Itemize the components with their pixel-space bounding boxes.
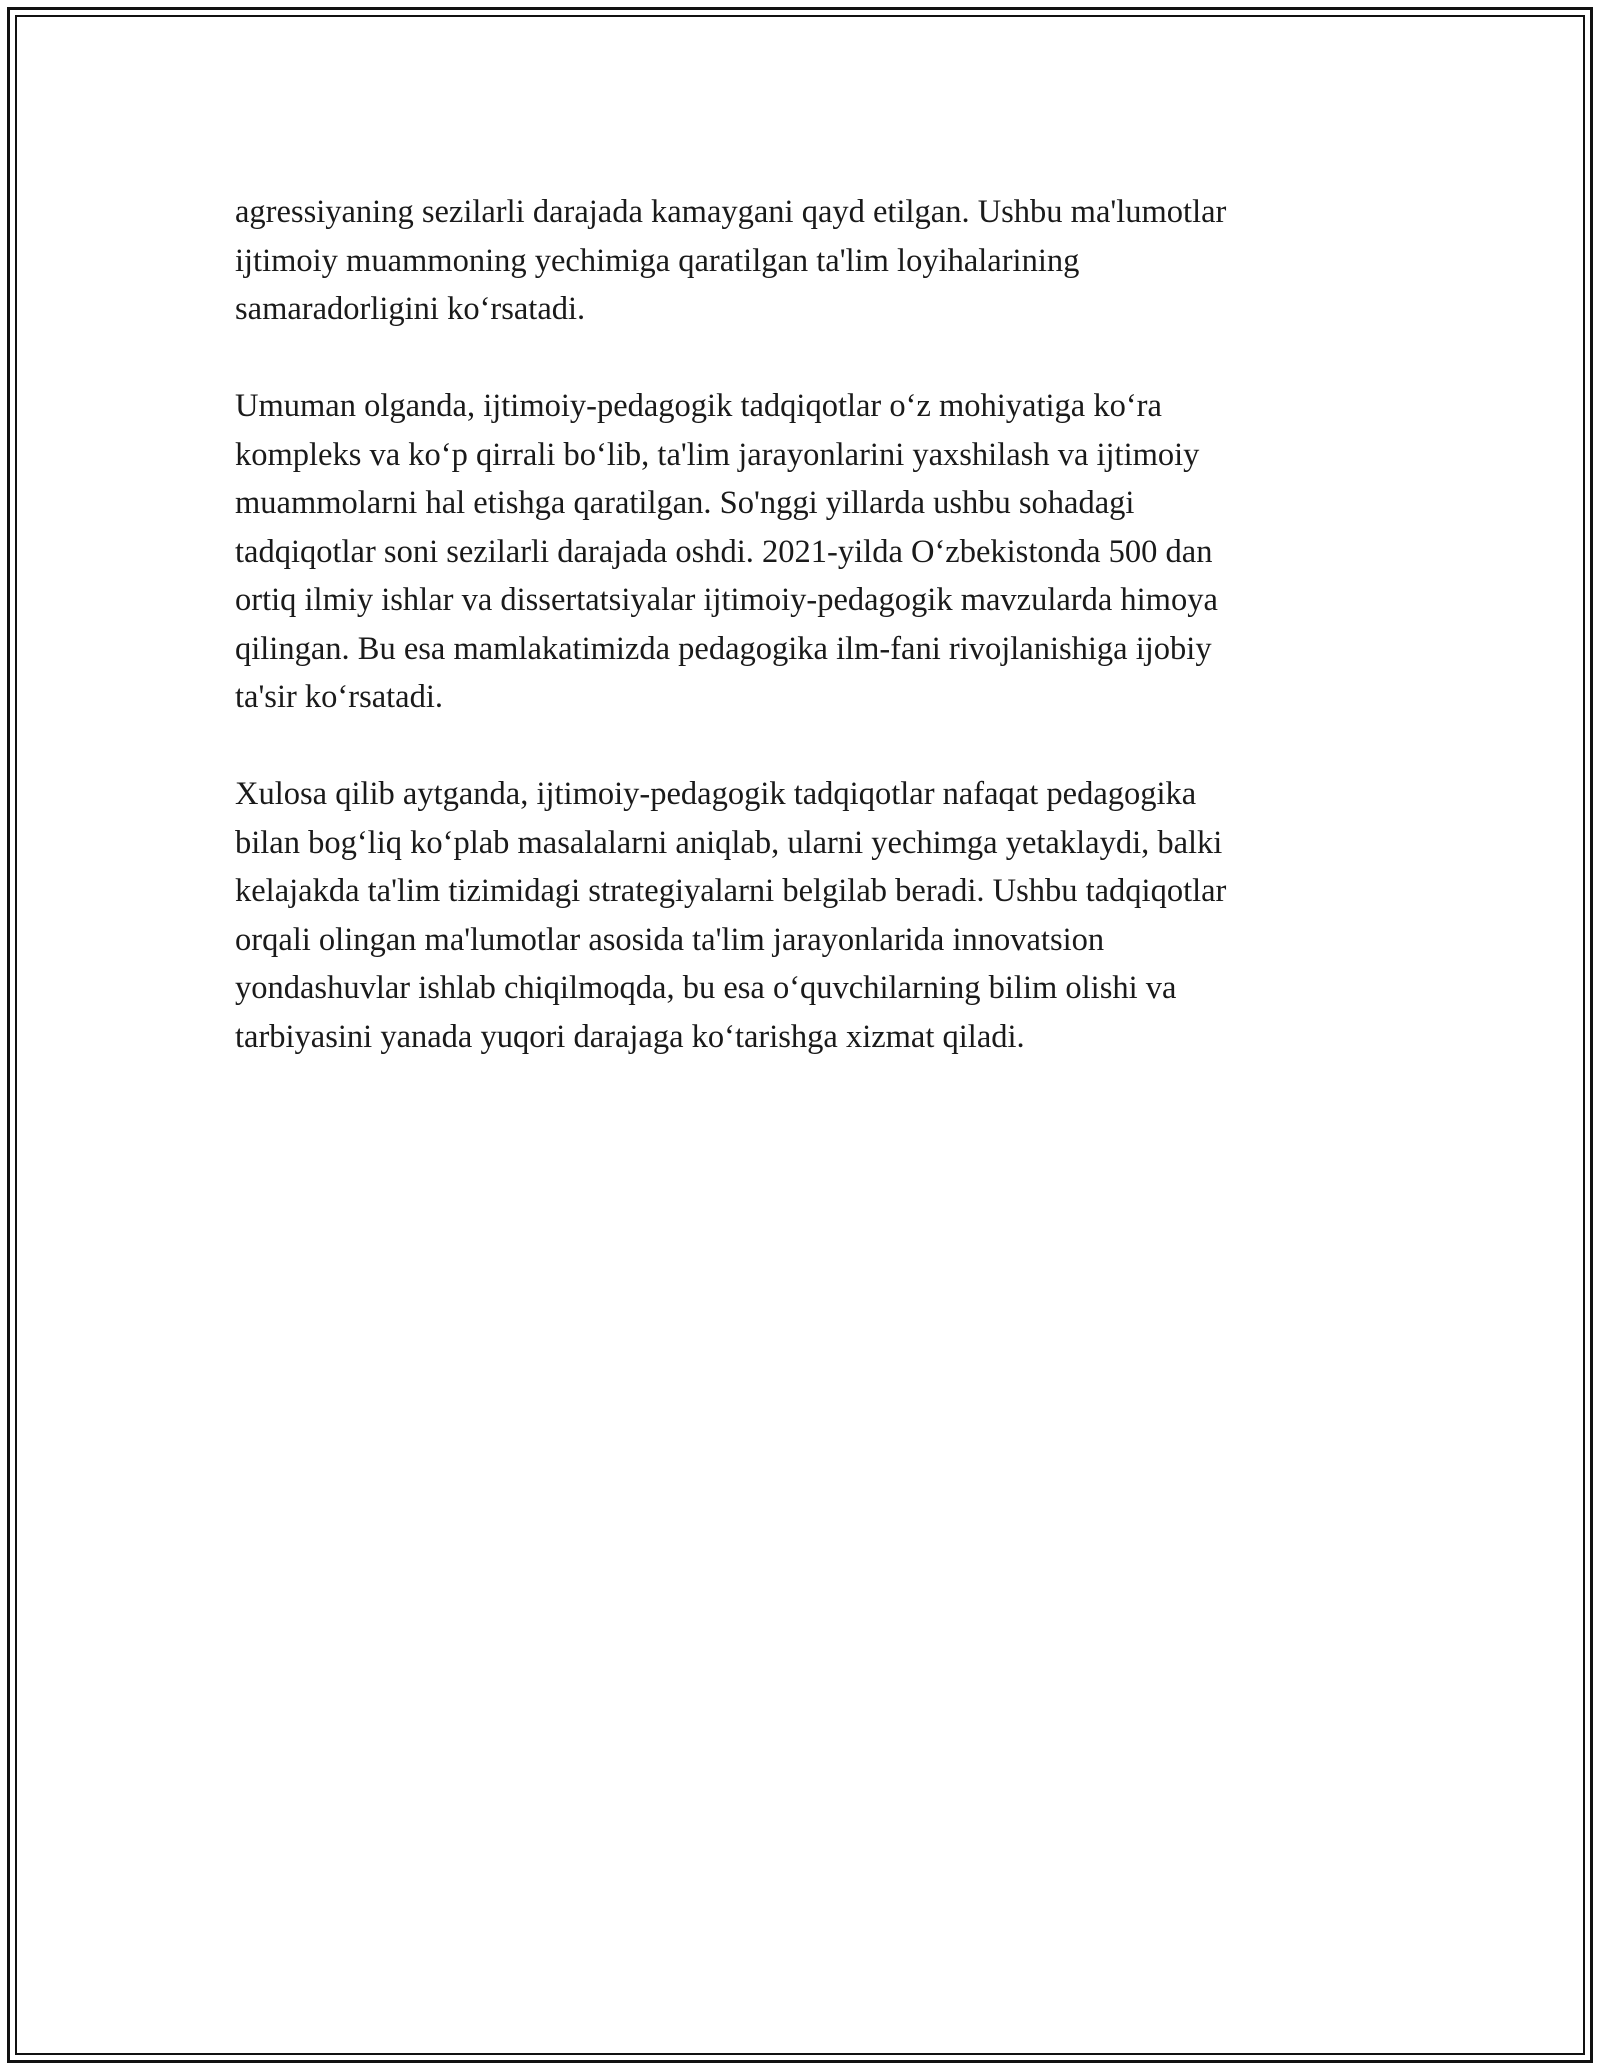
text-line: agressiyaning sezilarli darajada kamaygani qayd etilgan. Ushbu ma'lumotlar bbox=[235, 194, 1227, 230]
text-line: kelajakda ta'lim tizimidagi strategiyalarni belgilab beradi. Ushbu tadqiqotlar bbox=[235, 873, 1227, 909]
paragraph-2 bbox=[235, 382, 1365, 722]
text-line: qilingan. Bu esa mamlakatimizda pedagogika ilm-fani rivojlanishiga ijobiy bbox=[235, 630, 1212, 667]
text-line: tadqiqotlar soni sezilarli darajada oshdi. 2021-yilda Oʻzbekistonda 500 dan bbox=[235, 533, 1213, 570]
paragraph-3 bbox=[235, 770, 1365, 1061]
text-line: kompleks va koʻp qirrali boʻlib, ta'lim jarayonlarini yaxshilash va ijtimoiy bbox=[235, 436, 1200, 473]
text-line: ortiq ilmiy ishlar va dissertatsiyalar ijtimoiy-pedagogik mavzularda himoya bbox=[235, 582, 1218, 618]
text-line: bilan bogʻliq koʻplab masalalarni aniqlab, ularni yechimga yetaklaydi, balki bbox=[235, 824, 1223, 861]
text-line: Umuman olganda, ijtimoiy-pedagogik tadqiqotlar oʻz mohiyatiga koʻra bbox=[235, 388, 1162, 424]
paragraph-1 bbox=[235, 188, 1365, 334]
document-body bbox=[235, 188, 1365, 1110]
text-line: muammolarni hal etishga qaratilgan. So'nggi yillarda ushbu sohadagi bbox=[235, 485, 1135, 521]
text-line: orqali olingan ma'lumotlar asosida ta'lim jarayonlarida innovatsion bbox=[235, 921, 1105, 958]
text-line: Xulosa qilib aytganda, ijtimoiy-pedagogik tadqiqotlar nafaqat pedagogika bbox=[235, 776, 1197, 812]
text-line: ta'sir koʻrsatadi. bbox=[235, 679, 444, 715]
text-line: samaradorligini koʻrsatadi. bbox=[235, 291, 586, 327]
text-line: tarbiyasini yanada yuqori darajaga koʻtarishga xizmat qiladi. bbox=[235, 1018, 1025, 1055]
text-line: ijtimoiy muammoning yechimiga qaratilgan ta'lim loyihalarining bbox=[235, 242, 1080, 279]
text-line: yondashuvlar ishlab chiqilmoqda, bu esa oʻquvchilarning bilim olishi va bbox=[235, 970, 1177, 1006]
